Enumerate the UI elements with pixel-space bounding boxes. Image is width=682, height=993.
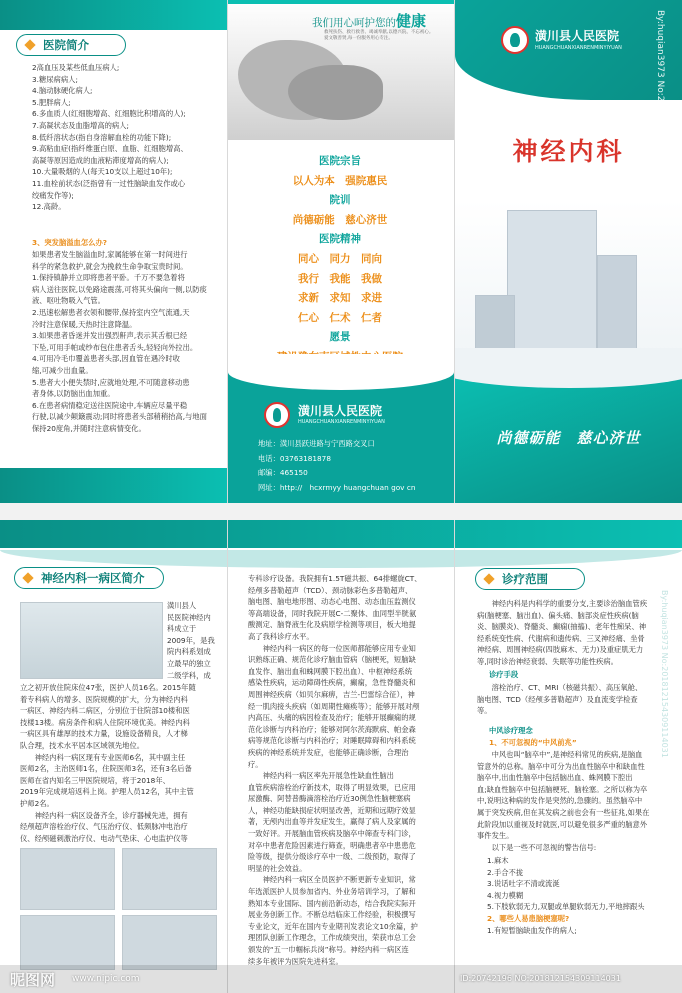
text-line: 等,同时诊治神经衰弱、失眠等功能性疾病。 xyxy=(477,656,618,666)
hospital-name: 潢川县人民医院 xyxy=(298,404,383,418)
text-line: 6.多血质人(红细胞增高、红细胞比积增高的人); xyxy=(32,109,186,119)
text-line: 属于突发疾病,但在其发病之前也会有一些征兆,如果在 xyxy=(477,807,650,817)
text-line: 神经病、周围神经病(四肢麻木、无力)及重症肌无力 xyxy=(477,645,644,655)
text-line: 神经内科一病区设备齐全，诊疗器械先进，拥有 xyxy=(20,810,188,820)
text-line: 神经内科一病区的每一位医师都能够应用专业知 xyxy=(248,643,416,653)
teal-bottom-bar xyxy=(0,468,227,503)
risk-factor-list xyxy=(32,62,222,213)
text-line: 血发作、脑出血和蛛网膜下腔出血）、中枢神经系统 xyxy=(248,666,413,676)
motto-line: 医院宗旨 xyxy=(319,155,361,167)
text-line: 续多年被评为医院先进科室。 xyxy=(248,956,343,966)
text-line: 民医院神经内 xyxy=(167,612,211,622)
text-line: 保持20度角,并随时注意病情变化。 xyxy=(32,423,146,433)
means-text xyxy=(477,682,677,717)
scope-intro-text xyxy=(477,598,677,668)
question-heading: 2、哪些人易患脑梗塞呢? xyxy=(487,914,570,923)
text-line: 科成立于 xyxy=(167,624,197,634)
ward-intro-side-text xyxy=(167,600,225,681)
text-line: 一病区、神经内科二病区，分别位于住院部10楼和医 xyxy=(20,706,190,716)
text-line: 等。 xyxy=(477,706,492,716)
text-line: 感染性疾病，运动障碍性疾病，癫痫，急性脊髓炎和 xyxy=(248,678,416,688)
text-line: 1.保持镇静并立即将患者平卧。千万不要急着将 xyxy=(32,273,185,283)
text-line: 2.手合不拢 xyxy=(487,867,524,877)
text-line: 4.脑动脉硬化病人; xyxy=(32,86,93,96)
text-line: 中风也叫“脑卒中”,是神经科常见的疾病,是脑血 xyxy=(477,750,643,759)
contact-band xyxy=(228,372,454,503)
panel-ward-details xyxy=(228,520,454,993)
text-line: 经颅超声溶栓治疗仪、气压治疗仪、低频脉冲电治疗 xyxy=(20,822,188,832)
hospital-motto-list xyxy=(228,152,452,368)
wave-curve xyxy=(455,348,682,388)
text-line: 对卒中患者危险因素进行筛查，明确患者卒中患患危 xyxy=(248,840,416,850)
text-line: 明显的社会效益。 xyxy=(248,863,307,873)
text-line: 尿激酶、阿替普酶滴溶栓治疗近30例急性脑梗塞病 xyxy=(248,794,411,804)
site-brand-watermark: 昵图网 xyxy=(10,971,56,989)
text-line: 10.大量吸烟的人(每天10支以上超过10年); xyxy=(32,167,173,177)
text-line: 著，无颅内出血等并发症发生，赢得了病人及家属的 xyxy=(248,817,416,827)
motto-line: 愿景 xyxy=(329,331,351,344)
text-line: 2.迅速松解患者衣领和腰带,保持室内空气流通,天 xyxy=(32,307,190,317)
text-line: 年选派医护人员参加省内、外业务培训学习，了解和 xyxy=(248,887,416,897)
text-line: 识熟练正确、规范化诊疗脑血管病（脑梗死，短脑缺 xyxy=(248,655,416,665)
motto-line: 医院精神 xyxy=(319,233,361,246)
vertical-watermark: By:huqian3973 No:20181215430911403​1 xyxy=(655,10,665,199)
hands-photo xyxy=(228,0,454,140)
ward-intro-text xyxy=(20,682,225,844)
warning-signs-list xyxy=(487,855,677,913)
text-line: 3.如果患者昏迷并发出强烈鼾声,表示其舌根已经 xyxy=(32,331,188,341)
text-line: 二级学科，成 xyxy=(167,670,211,680)
text-line: 血管疾病溶栓治疗新技术，取得了明显效果，已应用 xyxy=(248,782,416,792)
text-line: 人，神经功能缺损症状明显改善，近期和远期疗效显 xyxy=(248,805,416,815)
text-line: 神经内科一病区率先开展急性缺血性脑出 xyxy=(248,771,394,781)
text-line: 下坠,可用手帕或纱布包住患者舌头,轻轻向外拉出。 xyxy=(32,342,198,352)
text-line: 病(脑梗塞、脑出血)、偏头痛、脑部炎症性疾病(脑 xyxy=(477,610,639,620)
wave-top xyxy=(228,354,454,390)
text-line: 5.肥胖病人; xyxy=(32,97,71,107)
text-line: 经颅多普勒超声（TCD）、颈动脉彩色多普勒超声、 xyxy=(248,585,413,595)
text-line: 2009年，是我 xyxy=(167,635,215,645)
text-line: 着专科病人的增多、医院规模的扩大，分为神经内科 xyxy=(20,694,188,704)
site-url-watermark: www.nipic.com xyxy=(72,974,140,984)
text-line: 者身体,以防脑出血加重。 xyxy=(32,389,115,399)
text-line: 此阶段加以重视及时就医,可以避免很多严重的脑意外 xyxy=(477,819,648,829)
text-line: 熟知本专业国际、国内前沿新动态，结合我院实际开 xyxy=(248,898,416,908)
text-line: 神经内科一病区全员医护不断更新专业知识，常 xyxy=(248,875,416,885)
emergency-heading: 3、突发脑溢血怎么办? xyxy=(32,238,107,247)
text-line: 2高血压及某些低血压病人; xyxy=(32,63,120,72)
ward-details-text xyxy=(248,573,452,967)
teal-top-bar xyxy=(0,0,227,30)
text-line: 管意外的总称。脑卒中可分为出血性脑卒中和缺血性 xyxy=(477,761,645,771)
motto-line: 以人为本 强院惠民 xyxy=(292,174,388,187)
panel-front-cover xyxy=(455,0,682,503)
text-line: 4.视力模糊 xyxy=(487,890,524,900)
text-line: 神经内科是内科学的重要分支,主要诊治脑血管疾 xyxy=(477,599,648,608)
text-line: 一致好评。开展脑血管疾病及脑卒中筛查专科门诊， xyxy=(248,829,416,839)
text-line: 溶栓治疗、CT、MRI（核磁共振）、高压氧舱、 xyxy=(477,683,643,692)
text-line: 炎、脑膜炎)、脊髓炎、癫痫(抽搐)、老年性痴呆、神 xyxy=(477,622,647,632)
motto-line: 尚德砺能 慈心济世 xyxy=(292,213,388,226)
panel-back-cover xyxy=(228,0,454,503)
teal-top-strip xyxy=(228,0,454,4)
text-line: 病人送往医院,以免路途震荡,可将其头偏向一侧,以防痰 xyxy=(32,284,207,294)
text-line: 如果患者发生脑溢血时,家属能够在第一时间进行 xyxy=(32,250,188,259)
text-line: 缩,可减少出血量。 xyxy=(32,365,93,375)
text-line: 11.血栓前状态(泛指曾有一过性脑缺血发作或心 xyxy=(32,178,186,188)
text-line: 2019年完成规培返科上岗。护理人员12名，其中主管 xyxy=(20,787,194,797)
contact-info xyxy=(258,437,415,495)
text-line: 3.说话吐字不清或流涎 xyxy=(487,879,560,889)
hospital-intro-title: 医院简介 xyxy=(16,34,126,56)
means-heading: 诊疗手段 xyxy=(489,670,519,679)
text-line: 冷时注意保暖,天热时注意降温。 xyxy=(32,319,137,329)
ct-scanner-photo xyxy=(20,848,115,910)
text-line: 护师2名。 xyxy=(20,798,54,808)
diamond-bullet-icon xyxy=(483,573,494,584)
address-text: 地址：潢川县跃进路与宁西路交叉口 xyxy=(258,439,375,448)
text-line: 6.在患者病情稳定送往医院途中,车辆应尽量平稳 xyxy=(32,400,188,410)
text-line: 高凝等原因造成的血液粘滞度增高的病人); xyxy=(32,155,169,165)
text-line: 立最早的独立 xyxy=(167,658,211,668)
text-line: 中,说明这种病的发作是突然的,急骤的。虽然脑卒中 xyxy=(477,796,643,806)
postcode-text: 邮编：465150 xyxy=(258,468,308,478)
text-line: 立之初开放住院床位47张，医护人员16名。2015年随 xyxy=(20,683,196,692)
text-line: 疾病的神经系统并发症，也能够正确诊断，合理治 xyxy=(248,747,409,757)
text-line: 8.低纤溶状态(指自身溶解血栓的功能下降); xyxy=(32,132,172,142)
text-line: 1.麻木 xyxy=(487,856,509,865)
text-line: 医师2名，主治医师1名，住院医师3名，还有3名后备 xyxy=(20,764,192,774)
text-line: 队合理，技术水平居本区域领先地位。 xyxy=(20,740,145,750)
text-line: 潢川县人 xyxy=(167,601,197,610)
hospital-pinyin: HUANGCHUANXIANRENMINYIYUAN xyxy=(298,419,385,425)
hospital-name: 潢川县人民医院 xyxy=(535,29,620,43)
text-line: 脑卒中,出血性脑卒中包括脑出血、蛛网膜下腔出 xyxy=(477,773,633,783)
text-line: 院内科系划成 xyxy=(167,647,211,657)
emergency-steps-text xyxy=(32,249,222,435)
brochure-inner-side xyxy=(0,520,682,993)
mri-photo xyxy=(20,915,115,970)
care-tagline: 我们用心呵护您的健康 xyxy=(312,12,427,30)
text-line: 以下是一些不可忽视的警告信号: xyxy=(477,842,597,852)
text-line: 酸测定、脑脊液生化及病原学检测等项目，板大地提 xyxy=(248,620,416,630)
text-line: 专业论文，近年在国内专业期刊发表论文10余篇，护 xyxy=(248,921,418,931)
text-line: 经系统变性病、代谢病和遗传病、三叉神经痛、坐骨 xyxy=(477,633,645,643)
text-line: 3.糖尿病病人; xyxy=(32,74,78,84)
website-text: 网址：http:// hcxrmyy huangchuan gov cn xyxy=(258,482,416,492)
hand-shape xyxy=(288,65,383,120)
text-line: 血;缺血性脑卒中包括脑梗死、脑栓塞。之所以称为卒 xyxy=(477,784,648,794)
text-line: 等高端设备，同时我院开展C-二聚体、血同型半胱氨 xyxy=(248,608,417,618)
concept-heading: 中风诊疗理念 xyxy=(489,726,533,735)
text-line: 液、呕吐物吸入气管。 xyxy=(32,296,105,306)
department-title: 神经内科 xyxy=(512,137,625,166)
phone-text: 电话：03763181878 xyxy=(258,453,331,463)
text-line: 脑电图、脑电地形图、动态心电图、动态血压监测仪 xyxy=(248,597,416,607)
question-answer-line: 1.有短暂脑缺血发作的病人; xyxy=(487,926,577,935)
text-line: 仪、经颅磁刺激治疗仪、电动气垫床、心电监护仪等 xyxy=(20,833,188,843)
id-watermark: ID:20742196 NO:20181215430911403​1 xyxy=(460,974,621,983)
text-line: 周围神经疾病（如贝尔麻痹，吉兰-巴雷综合征），神 xyxy=(248,689,415,699)
text-line: 4.可用冷毛巾覆盖患者头部,因血管在遇冷时收 xyxy=(32,354,180,364)
text-line: 5.下肢软弱无力,双腿或单腿软弱无力,平地摔跟头 xyxy=(487,902,645,912)
hospital-pinyin: HUANGCHUANXIANRENMINYIYUAN xyxy=(535,45,622,51)
ward-photo xyxy=(122,915,217,970)
motto-line: 同心 同力 同向 xyxy=(298,252,382,265)
hospital-logo-icon xyxy=(264,402,290,428)
text-line: 险等级，提供分级诊疗卒中一级、二级预防，取得了 xyxy=(248,852,416,862)
motto-line: 仁心 仁术 仁者 xyxy=(298,311,382,324)
tagline-subtext: 救死扶伤、救行救善、竭诚奉献,以德兴院、不忘初心。 爱文敬善贤,每一份服务用心专注。 xyxy=(324,30,434,41)
diamond-bullet-icon xyxy=(24,39,35,50)
text-line: 范化诊断与内科治疗；能够对阿尔茨海默病、帕金森 xyxy=(248,724,416,734)
vertical-watermark: By:huqian3973 No:20181215430911403​1 xyxy=(660,590,669,758)
motto-line: 我行 我能 我做 xyxy=(298,272,382,285)
cover-slogan: 尚德砺能 慈心济世 xyxy=(496,429,641,447)
text-line: 脑电图、TCD（经颅多普勒超声）及血流变学检查 xyxy=(477,694,638,704)
text-line: 行驶,以减少颠簸震动;同时将患者头部稍稍抬高,与地面 xyxy=(32,412,207,422)
text-line: 理团队创新工作理念，工作成绩突出，荣获市总工会 xyxy=(248,933,416,943)
concept-subheading: 1、不可忽视的“中风前兆” xyxy=(489,738,577,747)
treatment-scope-title: 诊疗范围 xyxy=(475,568,585,590)
text-line: 事件发生。 xyxy=(477,831,514,841)
panel-ward-intro xyxy=(0,520,227,993)
hospital-logo-icon xyxy=(501,26,529,54)
text-line: 绞痛发作等); xyxy=(32,190,74,200)
text-line: 展业务创新工作。不断总结临床工作经验，积极撰写 xyxy=(248,910,416,920)
equipment-photo xyxy=(122,848,217,910)
tagline-emphasis: 健康 xyxy=(396,12,427,30)
text-line: 病等规范化诊断与内科治疗；对睡眠障碍和内科系统 xyxy=(248,736,416,746)
panel-hospital-intro xyxy=(0,0,227,503)
text-line: 专科诊疗设备。我院拥有1.5T磁共振、64排螺旋CT、 xyxy=(248,574,422,583)
motto-line: 求新 求知 求进 xyxy=(298,292,382,305)
medical-staff-photo xyxy=(20,602,163,679)
text-line: 5.患者大小便失禁时,应就地处理,不可随意移动患 xyxy=(32,377,190,387)
panel-treatment-scope xyxy=(455,520,682,993)
text-line: 颁发的“五一巾帼标兵岗”称号。神经内科一病区连 xyxy=(248,945,409,954)
text-line: 科学的紧急救护,就会为挽救生命争取宝贵时间。 xyxy=(32,261,188,271)
diamond-bullet-icon xyxy=(22,572,33,583)
text-line: 疗。 xyxy=(248,759,263,769)
text-line: 9.高粘血症(指纤维蛋白原、血脂、红细胞增高、 xyxy=(32,144,188,154)
motto-line: 院训 xyxy=(329,194,351,207)
concept-text xyxy=(477,749,677,853)
text-line: 经一肌肉接头疾病（如周期性瘫痪等）；能够开展对颅 xyxy=(248,701,420,711)
text-line: 技楼13楼。病房条件和病人住院环境优美。神经内科 xyxy=(20,717,190,727)
text-line: 7.高凝状态及血脂增高的病人; xyxy=(32,120,129,130)
ward-intro-title: 神经内科一病区简介 xyxy=(14,567,164,589)
text-line: 高了我科诊疗水平。 xyxy=(248,631,314,641)
text-line: 内高压、头痛的病因检查及治疗；能够开展癫痫的规 xyxy=(248,713,416,723)
text-line: 神经内科一病区现有专业医师6名，其中副主任 xyxy=(20,752,186,762)
text-line: 12.高龄。 xyxy=(32,202,66,212)
text-line: 一病区具有雄厚的技术力量，设施设备精良，人才梯 xyxy=(20,729,188,739)
text-line: 医师在省内知名三甲医院规培，将于2018年、 xyxy=(20,775,170,785)
